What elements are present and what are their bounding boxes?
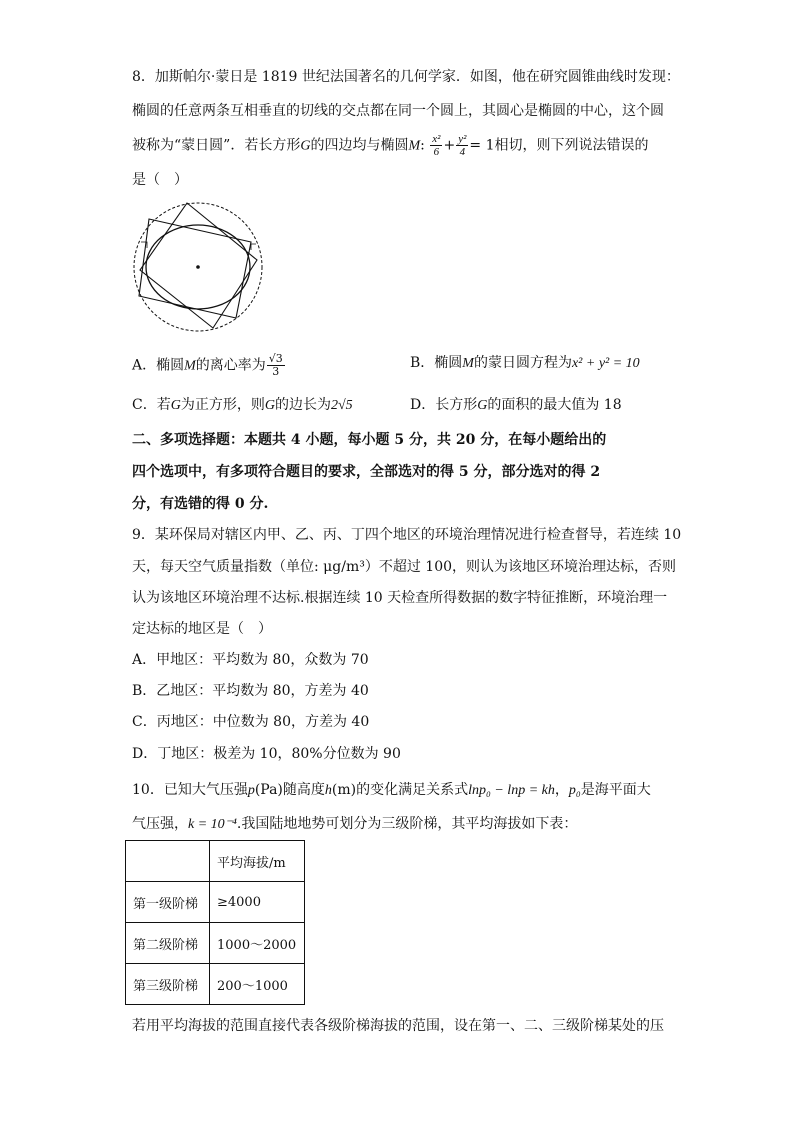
table-cell: ≥4000 xyxy=(210,882,305,923)
q8-option-a xyxy=(132,353,286,378)
var-p0: p₀ xyxy=(568,783,581,798)
table-cell: 200～1000 xyxy=(210,964,305,1005)
q8-option-c xyxy=(132,395,353,416)
var-h: h xyxy=(324,783,332,798)
option-b-label: B．椭圆 xyxy=(410,355,463,371)
q10-text: .我国陆地地势可划分为三级阶梯，其平均海拔如下表： xyxy=(236,816,578,832)
q10-text: ， xyxy=(554,782,569,798)
right-angle-mark xyxy=(251,244,256,250)
q9-option-b: B．乙地区：平均数为 80，方差为 40 xyxy=(132,683,369,699)
table-row xyxy=(126,964,305,1005)
q10-line-2 xyxy=(132,814,577,835)
ellipse-equals: = 1 xyxy=(469,137,495,154)
elevation-table xyxy=(125,840,305,1005)
q10-last-line: 若用平均海拔的范围直接代表各级阶梯海拔的范围，设在第一、二、三级阶梯某处的压 xyxy=(132,1018,664,1034)
section-2-line-3: 分，有选错的得 0 分. xyxy=(132,496,269,512)
q8-line-3-text: 被称为“蒙日圆”．若长方形 xyxy=(132,137,301,154)
q9-line-3: 认为该地区环境治理不达标.根据连续 10 天检查所得数据的数字特征推断，环境治理一 xyxy=(132,590,668,606)
q9-line-1: 9．某环保局对辖区内甲、乙、丙、丁四个地区的环境治理情况进行检查督导，若连续 10 xyxy=(132,527,682,543)
table-row xyxy=(126,923,305,964)
option-b-text: 的蒙日圆方程为 xyxy=(473,355,572,371)
q8-option-b xyxy=(410,353,640,374)
var-g: G xyxy=(264,398,275,413)
q10-text: 气压强， xyxy=(132,816,188,832)
option-a-text: 的离心率为 xyxy=(195,357,266,374)
table-cell: 第一级阶梯 xyxy=(126,882,210,923)
table-row xyxy=(126,882,305,923)
ellipse-y-fraction: $\frac{\text{y²}}{4}$ xyxy=(458,133,467,158)
var-g: G xyxy=(170,398,181,413)
ellipse-x-fraction: $\frac{\text{x²}}{6}$ xyxy=(432,133,441,158)
var-g: G xyxy=(477,398,488,413)
q8-line-1: 8．加斯帕尔·蒙日是 1819 世纪法国著名的几何学家．如图，他在研究圆锥曲线时发现： xyxy=(132,69,680,85)
rectangle-1 xyxy=(139,219,251,318)
q10-text: 随高度 xyxy=(282,782,325,798)
q10-line-1 xyxy=(132,780,651,801)
colon: : xyxy=(420,137,425,154)
section-2-line-1: 二、多项选择题：本题共 4 小题，每小题 5 分，共 20 分，在每小题给出的 xyxy=(132,432,607,448)
table-header-row xyxy=(126,841,305,882)
option-a-label: A．椭圆 xyxy=(132,357,185,374)
q10-text: 10．已知大气压强 xyxy=(132,782,248,798)
unit-m: (m) xyxy=(331,782,357,798)
q8-line-3-text-mid: 的四边均与椭圆 xyxy=(310,137,409,154)
var-m: M xyxy=(462,356,474,371)
option-c-label: C．若 xyxy=(132,397,171,413)
q9-option-c: C．丙地区：中位数为 80，方差为 40 xyxy=(132,714,370,730)
k-value: k = 10⁻⁴ xyxy=(188,817,237,832)
unit-pa: (Pa) xyxy=(254,782,283,798)
option-d-text: 的面积的最大值为 18 xyxy=(487,397,622,413)
monge-equation: x² + y² = 10 xyxy=(571,356,640,371)
q8-line-3-text-post: 相切，则下列说法错误的 xyxy=(494,137,649,154)
pressure-formula: lnp₀ − lnp = kh xyxy=(468,783,555,798)
q8-line-4: 是（ ） xyxy=(132,172,188,188)
section-2-line-2: 四个选项中，有多项符合题目的要求，全部选对的得 5 分，部分选对的得 2 xyxy=(132,464,601,480)
var-m: M xyxy=(184,358,196,374)
var-g: G xyxy=(300,138,311,154)
table-cell: 第二级阶梯 xyxy=(126,923,210,964)
q10-text: 是海平面大 xyxy=(580,782,651,798)
table-cell: 第三级阶梯 xyxy=(126,964,210,1005)
q9-line-4: 定达标的地区是（ ） xyxy=(132,621,272,637)
monge-circle-figure xyxy=(131,200,267,336)
q8-option-d xyxy=(410,395,622,416)
option-d-label: D．长方形 xyxy=(410,397,478,413)
side-length-value: 2√5 xyxy=(330,398,353,413)
table-cell xyxy=(126,841,210,882)
var-m: M xyxy=(408,138,421,154)
q9-line-2: 天，每天空气质量指数（单位: μg/m³）不超过 100，则认为该地区环境治理达标，否则 xyxy=(132,559,677,575)
q8-line-2: 椭圆的任意两条互相垂直的切线的交点都在同一个圆上，其圆心是椭圆的中心，这个圆 xyxy=(132,103,664,119)
option-c-text: 为正方形，则 xyxy=(180,397,265,413)
eccentricity-fraction: $\frac{√3}{3}$ xyxy=(268,352,283,378)
center-point xyxy=(196,265,200,269)
q9-option-d: D．丁地区：极差为 10，80%分位数为 90 xyxy=(132,746,401,762)
q8-line-3 xyxy=(132,133,649,158)
q10-text: 的变化满足关系式 xyxy=(356,782,469,798)
table-cell: 1000～2000 xyxy=(210,923,305,964)
option-c-text-post: 的边长为 xyxy=(274,397,331,413)
table-header-cell: 平均海拔/m xyxy=(210,841,305,882)
var-p: p xyxy=(247,783,255,798)
plus-sign: + xyxy=(443,137,456,154)
q9-option-a: A．甲地区：平均数为 80，众数为 70 xyxy=(132,652,369,668)
